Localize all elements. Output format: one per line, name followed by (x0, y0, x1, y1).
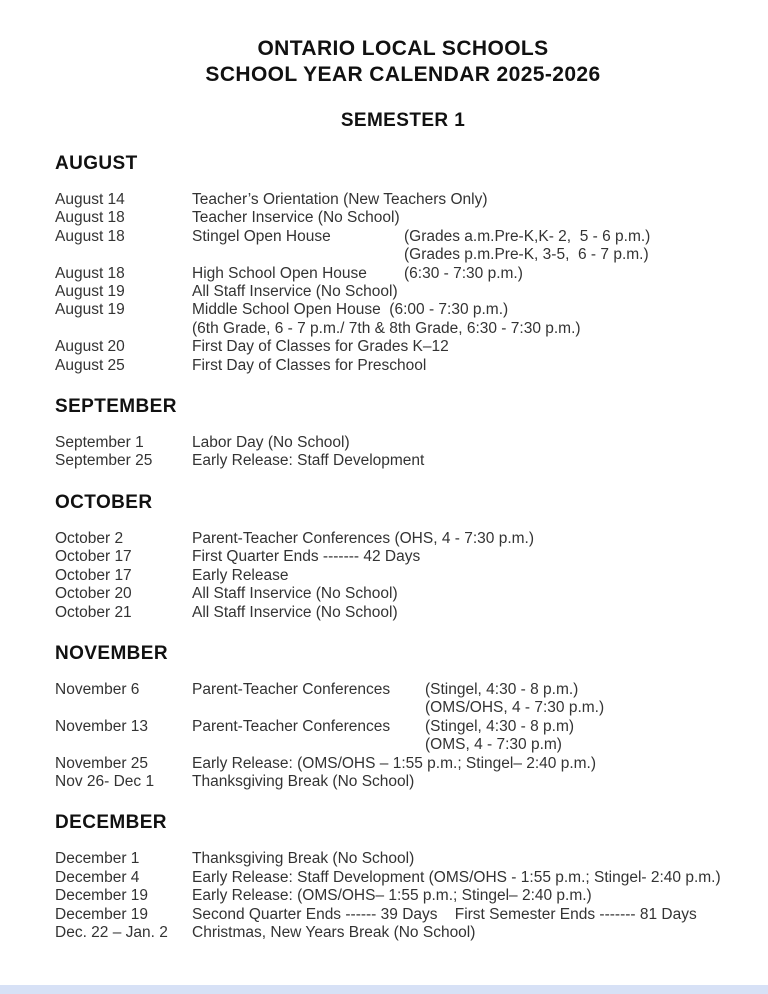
month-header: NOVEMBER (55, 642, 168, 664)
event-description: Middle School Open House (6:00 - 7:30 p.m.) (192, 301, 509, 319)
footer-accent-bar (0, 985, 768, 994)
event-date: August 20 (55, 338, 125, 356)
semester-heading: SEMESTER 1 (340, 110, 466, 131)
month-section-august (55, 153, 768, 375)
event-time: (OMS, 4 - 7:30 p.m) (425, 736, 562, 754)
event-time: (Stingel, 4:30 - 8 p.m.) (425, 680, 579, 698)
event-date: Nov 26- Dec 1 (55, 772, 155, 790)
event-description: Parent-Teacher Conferences (OHS, 4 - 7:30 p.m.) (192, 529, 535, 547)
calendar-row (55, 320, 768, 338)
event-date: August 19 (55, 283, 125, 301)
event-date: October 17 (55, 566, 132, 584)
calendar-row (55, 548, 768, 566)
calendar-row (55, 246, 768, 264)
calendar-months (55, 153, 768, 942)
event-description: Parent-Teacher Conferences (192, 717, 391, 735)
month-header: AUGUST (55, 153, 138, 174)
event-description (192, 246, 404, 264)
event-time: (OMS/OHS, 4 - 7:30 p.m.) (425, 699, 605, 717)
event-date (55, 736, 192, 754)
event-description: Thanksgiving Break (No School) (192, 850, 415, 868)
event-description: All Staff Inservice (No School) (192, 603, 398, 621)
event-description: Early Release: Staff Development (192, 452, 425, 470)
event-date: August 18 (55, 209, 125, 227)
calendar-row (55, 681, 768, 699)
calendar-row (55, 338, 768, 356)
event-date (55, 699, 192, 717)
event-date: December 4 (55, 868, 140, 886)
event-date: December 19 (55, 887, 149, 905)
event-description: Christmas, New Years Break (No School) (192, 923, 476, 941)
month-header: DECEMBER (55, 812, 167, 834)
event-date: October 21 (55, 603, 132, 621)
event-description: Teacher’s Orientation (New Teachers Only) (192, 191, 488, 208)
event-description: Teacher Inservice (No School) (192, 209, 400, 227)
event-date: August 14 (55, 191, 125, 208)
event-description: High School Open House (192, 264, 367, 282)
calendar-row (55, 924, 768, 942)
event-date: August 19 (55, 301, 125, 319)
calendar-row (55, 283, 768, 301)
calendar-row (55, 699, 768, 717)
event-date (55, 320, 192, 338)
event-date: December 1 (55, 850, 140, 868)
event-time: (6:30 - 7:30 p.m.) (404, 264, 523, 282)
event-date: August 18 (55, 227, 125, 245)
event-description: Early Release: Staff Development (OMS/OHS - 1:55 p.m.; Stingel- 2:40 p.m.) (192, 868, 721, 886)
event-description: Early Release: (OMS/OHS– 1:55 p.m.; Stingel– 2:40 p.m.) (192, 887, 592, 905)
calendar-row (55, 357, 768, 375)
month-section-november (55, 643, 768, 791)
event-date (55, 246, 192, 264)
event-description: All Staff Inservice (No School) (192, 585, 398, 603)
month-header: SEPTEMBER (55, 396, 177, 418)
event-date: August 18 (55, 264, 125, 282)
event-description: (6th Grade, 6 - 7 p.m./ 7th & 8th Grade, 6:30 - 7:30 p.m.) (192, 319, 581, 337)
event-description: First Day of Classes for Grades K–12 (192, 338, 449, 356)
event-description: Parent-Teacher Conferences (192, 680, 391, 698)
event-description: First Day of Classes for Preschool (192, 356, 427, 374)
event-description: Stingel Open House (192, 227, 331, 245)
calendar-row (55, 850, 768, 868)
calendar-row (55, 755, 768, 773)
calendar-row (55, 887, 768, 905)
event-date: October 17 (55, 548, 132, 566)
calendar-row (55, 265, 768, 283)
event-description: All Staff Inservice (No School) (192, 283, 398, 301)
calendar-row (55, 530, 768, 548)
event-description: Thanksgiving Break (No School) (192, 772, 415, 790)
event-date: October 2 (55, 529, 124, 547)
document-header (55, 0, 751, 132)
event-time: (Grades p.m.Pre-K, 3-5, 6 - 7 p.m.) (404, 246, 649, 264)
document-title-line2: SCHOOL YEAR CALENDAR 2025-2026 (205, 63, 601, 86)
calendar-row (55, 585, 768, 603)
event-description (192, 699, 425, 717)
calendar-row (55, 209, 768, 227)
calendar-row (55, 452, 768, 470)
event-description: Labor Day (No School) (192, 434, 350, 452)
event-date: August 25 (55, 356, 125, 374)
calendar-row (55, 301, 768, 319)
event-date: September 25 (55, 452, 153, 470)
event-time: (Grades a.m.Pre-K,K- 2, 5 - 6 p.m.) (404, 227, 651, 245)
calendar-row (55, 604, 768, 622)
month-header: OCTOBER (55, 491, 153, 513)
event-date: September 1 (55, 434, 144, 452)
month-section-september (55, 396, 768, 471)
event-date: December 19 (55, 905, 149, 923)
document-title-line1: ONTARIO LOCAL SCHOOLS (257, 37, 549, 60)
calendar-row (55, 228, 768, 246)
event-time: (Stingel, 4:30 - 8 p.m) (425, 717, 575, 735)
calendar-row (55, 718, 768, 736)
calendar-row (55, 567, 768, 585)
calendar-row (55, 434, 768, 452)
event-description: Early Release: (OMS/OHS – 1:55 p.m.; Stingel– 2:40 p.m.) (192, 754, 597, 772)
calendar-row (55, 773, 768, 791)
calendar-row (55, 191, 768, 209)
event-date: November 6 (55, 680, 140, 698)
event-description: Second Quarter Ends ------ 39 Days First Semester Ends ------- 81 Days (192, 905, 697, 923)
event-description: First Quarter Ends ------- 42 Days (192, 548, 421, 566)
month-section-october (55, 492, 768, 622)
event-date: Dec. 22 – Jan. 2 (55, 923, 168, 941)
calendar-row (55, 736, 768, 754)
event-description (192, 736, 425, 754)
calendar-row (55, 869, 768, 887)
event-description: Early Release (192, 566, 289, 584)
event-date: November 25 (55, 754, 149, 772)
event-date: October 20 (55, 585, 132, 603)
calendar-row (55, 906, 768, 924)
event-date: November 13 (55, 717, 149, 735)
month-section-december (55, 812, 768, 942)
